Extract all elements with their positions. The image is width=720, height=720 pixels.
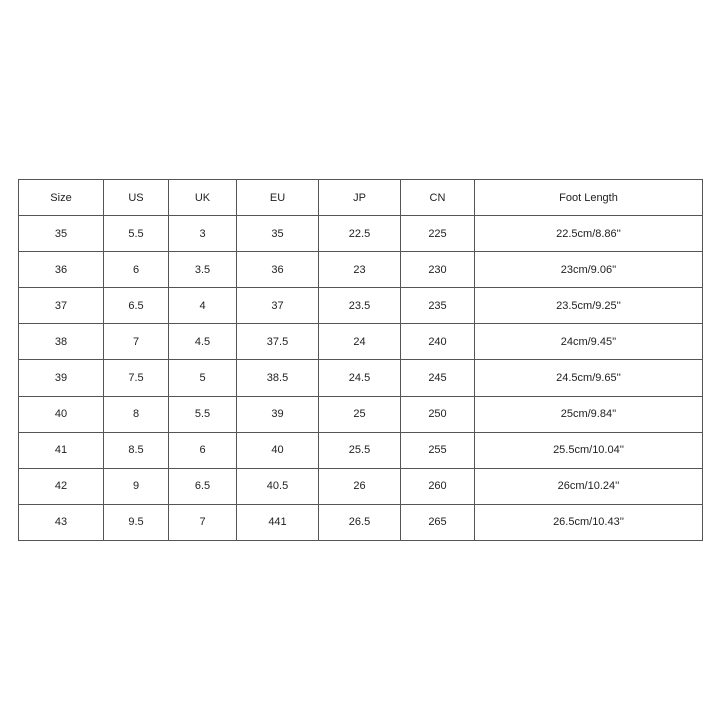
cell-uk: 7: [169, 504, 237, 540]
cell-foot-length: 24.5cm/9.65'': [475, 360, 703, 396]
header-foot-length: Foot Length: [475, 180, 703, 216]
cell-size: 36: [19, 252, 104, 288]
cell-jp: 23: [319, 252, 401, 288]
cell-cn: 260: [401, 468, 475, 504]
table-row: [19, 324, 703, 360]
cell-us: 8.5: [104, 432, 169, 468]
cell-foot-length: 25cm/9.84'': [475, 396, 703, 432]
cell-cn: 235: [401, 288, 475, 324]
header-row: [19, 180, 703, 216]
table-row: [19, 288, 703, 324]
cell-us: 5.5: [104, 216, 169, 252]
header-eu: EU: [237, 180, 319, 216]
cell-uk: 4: [169, 288, 237, 324]
cell-cn: 255: [401, 432, 475, 468]
cell-us: 9.5: [104, 504, 169, 540]
cell-jp: 22.5: [319, 216, 401, 252]
cell-jp: 24: [319, 324, 401, 360]
cell-eu: 441: [237, 504, 319, 540]
cell-us: 9: [104, 468, 169, 504]
cell-jp: 24.5: [319, 360, 401, 396]
cell-foot-length: 26cm/10.24'': [475, 468, 703, 504]
cell-size: 37: [19, 288, 104, 324]
cell-jp: 25: [319, 396, 401, 432]
cell-us: 6.5: [104, 288, 169, 324]
cell-uk: 3.5: [169, 252, 237, 288]
cell-size: 41: [19, 432, 104, 468]
cell-eu: 37.5: [237, 324, 319, 360]
cell-cn: 245: [401, 360, 475, 396]
cell-cn: 230: [401, 252, 475, 288]
cell-size: 39: [19, 360, 104, 396]
cell-eu: 40.5: [237, 468, 319, 504]
cell-size: 42: [19, 468, 104, 504]
cell-eu: 40: [237, 432, 319, 468]
table-row: [19, 504, 703, 540]
cell-jp: 26.5: [319, 504, 401, 540]
cell-size: 35: [19, 216, 104, 252]
cell-uk: 5.5: [169, 396, 237, 432]
cell-jp: 25.5: [319, 432, 401, 468]
cell-uk: 6: [169, 432, 237, 468]
header-size: Size: [19, 180, 104, 216]
table-row: [19, 216, 703, 252]
header-uk: UK: [169, 180, 237, 216]
cell-uk: 3: [169, 216, 237, 252]
table-row: [19, 468, 703, 504]
cell-cn: 265: [401, 504, 475, 540]
cell-jp: 23.5: [319, 288, 401, 324]
cell-foot-length: 23.5cm/9.25'': [475, 288, 703, 324]
table-row: [19, 252, 703, 288]
cell-cn: 225: [401, 216, 475, 252]
cell-foot-length: 26.5cm/10.43'': [475, 504, 703, 540]
cell-size: 43: [19, 504, 104, 540]
cell-us: 6: [104, 252, 169, 288]
cell-cn: 250: [401, 396, 475, 432]
cell-jp: 26: [319, 468, 401, 504]
header-jp: JP: [319, 180, 401, 216]
size-chart-table: [18, 179, 703, 541]
cell-us: 8: [104, 396, 169, 432]
table-row: [19, 432, 703, 468]
cell-us: 7: [104, 324, 169, 360]
cell-foot-length: 24cm/9.45'': [475, 324, 703, 360]
cell-uk: 6.5: [169, 468, 237, 504]
cell-foot-length: 23cm/9.06'': [475, 252, 703, 288]
cell-eu: 37: [237, 288, 319, 324]
cell-eu: 38.5: [237, 360, 319, 396]
cell-foot-length: 22.5cm/8.86'': [475, 216, 703, 252]
cell-size: 40: [19, 396, 104, 432]
cell-size: 38: [19, 324, 104, 360]
cell-eu: 36: [237, 252, 319, 288]
cell-eu: 35: [237, 216, 319, 252]
header-cn: CN: [401, 180, 475, 216]
cell-us: 7.5: [104, 360, 169, 396]
cell-foot-length: 25.5cm/10.04'': [475, 432, 703, 468]
header-us: US: [104, 180, 169, 216]
cell-eu: 39: [237, 396, 319, 432]
cell-cn: 240: [401, 324, 475, 360]
cell-uk: 5: [169, 360, 237, 396]
cell-uk: 4.5: [169, 324, 237, 360]
table-row: [19, 360, 703, 396]
table-row: [19, 396, 703, 432]
